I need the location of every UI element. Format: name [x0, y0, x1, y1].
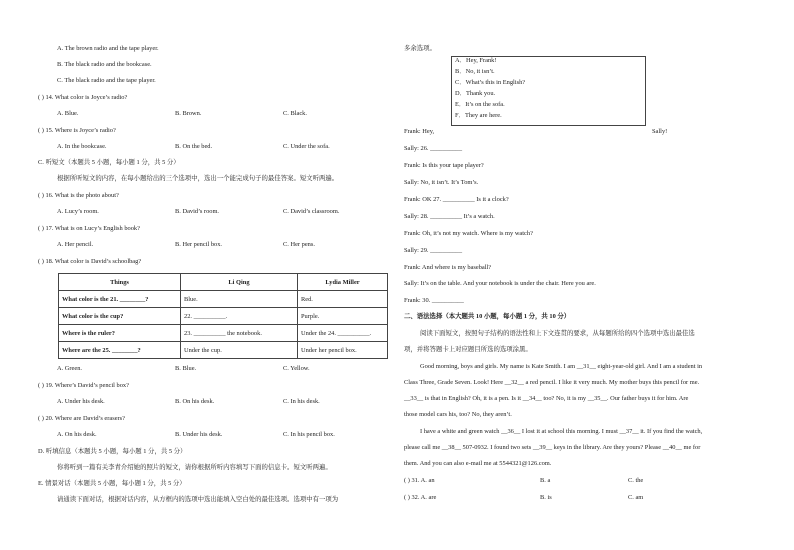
table-row [59, 342, 388, 359]
q20-option-b: B. Under his desk. [175, 431, 223, 438]
dialog-line: Sally: 28. __________ It’s a watch. [404, 213, 495, 220]
passage-line: those model cars his, too? No, they aren’t. [404, 411, 512, 418]
table-cell: What color is the 21. ________? [59, 291, 181, 308]
q14-option-a: A. Blue. [57, 110, 79, 117]
question-16: ( ) 16. What is the photo about? [38, 192, 119, 199]
table-cell: Purple. [298, 308, 388, 325]
box-option: B．No, it isn’t. [455, 68, 495, 75]
table-cell: What color is the cup? [59, 308, 181, 325]
q17-option-c: C. Her pens. [283, 241, 315, 248]
passage-line: Good morning, boys and girls. My name is Kate Smith. I am __31__ eight-year-old girl. And I am a student in [420, 363, 703, 370]
q16-option-c: C. David’s classroom. [283, 208, 340, 215]
q16-option-b: B. David’s room. [175, 208, 220, 215]
q18-option-b: B. Blue. [175, 365, 197, 372]
q31-option-b: B. a [540, 477, 551, 484]
table-cell: Where are the 25. ________? [59, 342, 181, 359]
table-row [59, 308, 388, 325]
section-d-heading: D. 听填信息（本题共 5 小题，每小题 1 分，共 5 分） [38, 448, 187, 455]
option-a: A. The brown radio and the tape player. [57, 45, 159, 52]
q17-option-a: A. Her pencil. [57, 241, 94, 248]
section-e-instructions: 请通读下面对话，根据对话内容，从方框内的选项中选出能填入空白处的最佳选项。选项中有一项为 [57, 496, 339, 503]
question-32: ( ) 32. A. are [404, 494, 437, 501]
q18-option-a: A. Green. [57, 365, 83, 372]
question-14: ( ) 14. What color is Joyce’s radio? [38, 94, 128, 101]
q17-option-b: B. Her pencil box. [175, 241, 223, 248]
section-2-instructions-2: 项，并将答题卡上对应题目所选的选项涂黑。 [404, 346, 532, 353]
table-row [59, 291, 388, 308]
q15-option-a: A. In the bookcase. [57, 143, 107, 150]
dialog-line: Frank: Hey, [404, 128, 435, 135]
dialog-line: Sally: It’s on the table. And your notebook is under the chair. Here you are. [404, 280, 596, 287]
section-2-heading: 二、语法选择（本大题共 10 小题，每小题 1 分，共 10 分） [404, 313, 571, 320]
passage-line: them. And you can also e-mail me at 5544321@126.com. [404, 460, 552, 467]
dialog-line: Frank: Is this your tape player? [404, 162, 484, 169]
table-cell: 22. __________. [181, 308, 298, 325]
question-31: ( ) 31. A. an [404, 477, 435, 484]
q32-option-c: C. am [628, 494, 644, 501]
q14-option-b: B. Brown. [175, 110, 202, 117]
q15-option-c: C. Under the sofa. [283, 143, 330, 150]
box-option: A．Hey, Frank! [455, 57, 497, 64]
info-table [58, 273, 388, 359]
box-option: D．Thank you. [455, 90, 496, 97]
box-option: E．It’s on the sofa. [455, 101, 505, 108]
section-e-heading: E. 情景对话（本题共 5 小题，每小题 1 分，共 5 分） [38, 480, 186, 487]
table-header: Li Qing [181, 274, 298, 291]
q20-option-c: C. In his pencil box. [283, 431, 335, 438]
dialog-line: Sally: 26. __________ [404, 145, 463, 152]
section-c-instructions: 根据所听短文的内容，在每小题给出的三个选项中，选出一个能完成句子的最佳答案。短文听两遍。 [57, 175, 339, 182]
question-17: ( ) 17. What is on Lucy’s English book? [38, 225, 140, 232]
dialog-line: Frank: Oh, it’s not my watch. Where is my watch? [404, 230, 533, 237]
table-cell: Under the cup. [181, 342, 298, 359]
option-b: B. The black radio and the bookcase. [57, 61, 152, 68]
table-header: Lydia Miller [298, 274, 388, 291]
passage-line: Class Three, Grade Seven. Look! Here __32__ a red pencil. I like it very much. My mother buys this pencil for me. [404, 379, 700, 386]
dialog-line-end: Sally! [652, 128, 668, 135]
q19-option-a: A. Under his desk. [57, 398, 105, 405]
table-cell: Red. [298, 291, 388, 308]
q18-option-c: C. Yellow. [283, 365, 310, 372]
question-18: ( ) 18. What color is David’s schoolbag? [38, 258, 142, 265]
question-15: ( ) 15. Where is Joyce’s radio? [38, 127, 116, 134]
section-2-instructions: 阅读下面短文，按照句子结构的语法性和上下文连贯的要求，从每题所给的四个选项中选出最佳选 [420, 330, 695, 337]
table-row [59, 325, 388, 342]
table-cell: Under her pencil box. [298, 342, 388, 359]
passage-line: I have a white and green watch __36__ I lost it at school this morning. I must __37__ it. If you find the watch, [420, 428, 703, 435]
table-cell: Where is the ruler? [59, 325, 181, 342]
question-20: ( ) 20. Where are David’s erasers? [38, 415, 125, 422]
dialog-line: Frank: And where is my baseball? [404, 264, 492, 271]
section-c-heading: C. 听短文（本题共 5 小题，每小题 1 分，共 5 分） [38, 159, 180, 166]
dialog-line: Frank: OK 27. __________ Is it a clock? [404, 196, 509, 203]
q31-option-c: C. the [628, 477, 644, 484]
q19-option-b: B. On his desk. [175, 398, 215, 405]
table-cell: 23. __________ the notebook. [181, 325, 298, 342]
q20-option-a: A. On his desk. [57, 431, 97, 438]
dialog-line: Sally: No, it isn’t. It’s Tom’s. [404, 179, 479, 186]
table-cell: Under the 24. __________. [298, 325, 388, 342]
option-c: C. The black radio and the tape player. [57, 77, 156, 84]
q16-option-a: A. Lucy’s room. [57, 208, 99, 215]
section-d-instructions: 你将听到一篇有关李青介绍她的照片的短文，请你根据所听内容填写下面的信息卡。短文听两遍。 [57, 464, 332, 471]
q15-option-b: B. On the bed. [175, 143, 213, 150]
passage-line: __33__ is that in English? Oh, it is a pen. Is it __34__ too? No, it is my __35__. Our father buys it for him. Are [404, 395, 689, 402]
q14-option-c: C. Black. [283, 110, 307, 117]
q32-option-b: B. is [540, 494, 552, 501]
table-header: Things [59, 274, 181, 291]
dialog-line: Frank: 30. __________ [404, 297, 464, 304]
table-cell: Blue. [181, 291, 298, 308]
section-e-continued: 多余选项。 [404, 45, 436, 52]
q19-option-c: C. In his desk. [283, 398, 320, 405]
dialog-line: Sally: 29. __________ [404, 247, 463, 254]
passage-line: please call me __38__ 507-0932. I found two sets __39__ keys in the library. Are they yours? Please __40__ me for [404, 444, 701, 451]
box-option: F．They are here. [455, 112, 502, 119]
table-header-row [59, 274, 388, 291]
box-option: C．What’s this in English? [455, 79, 526, 86]
question-19: ( ) 19. Where’s David’s pencil box? [38, 382, 129, 389]
